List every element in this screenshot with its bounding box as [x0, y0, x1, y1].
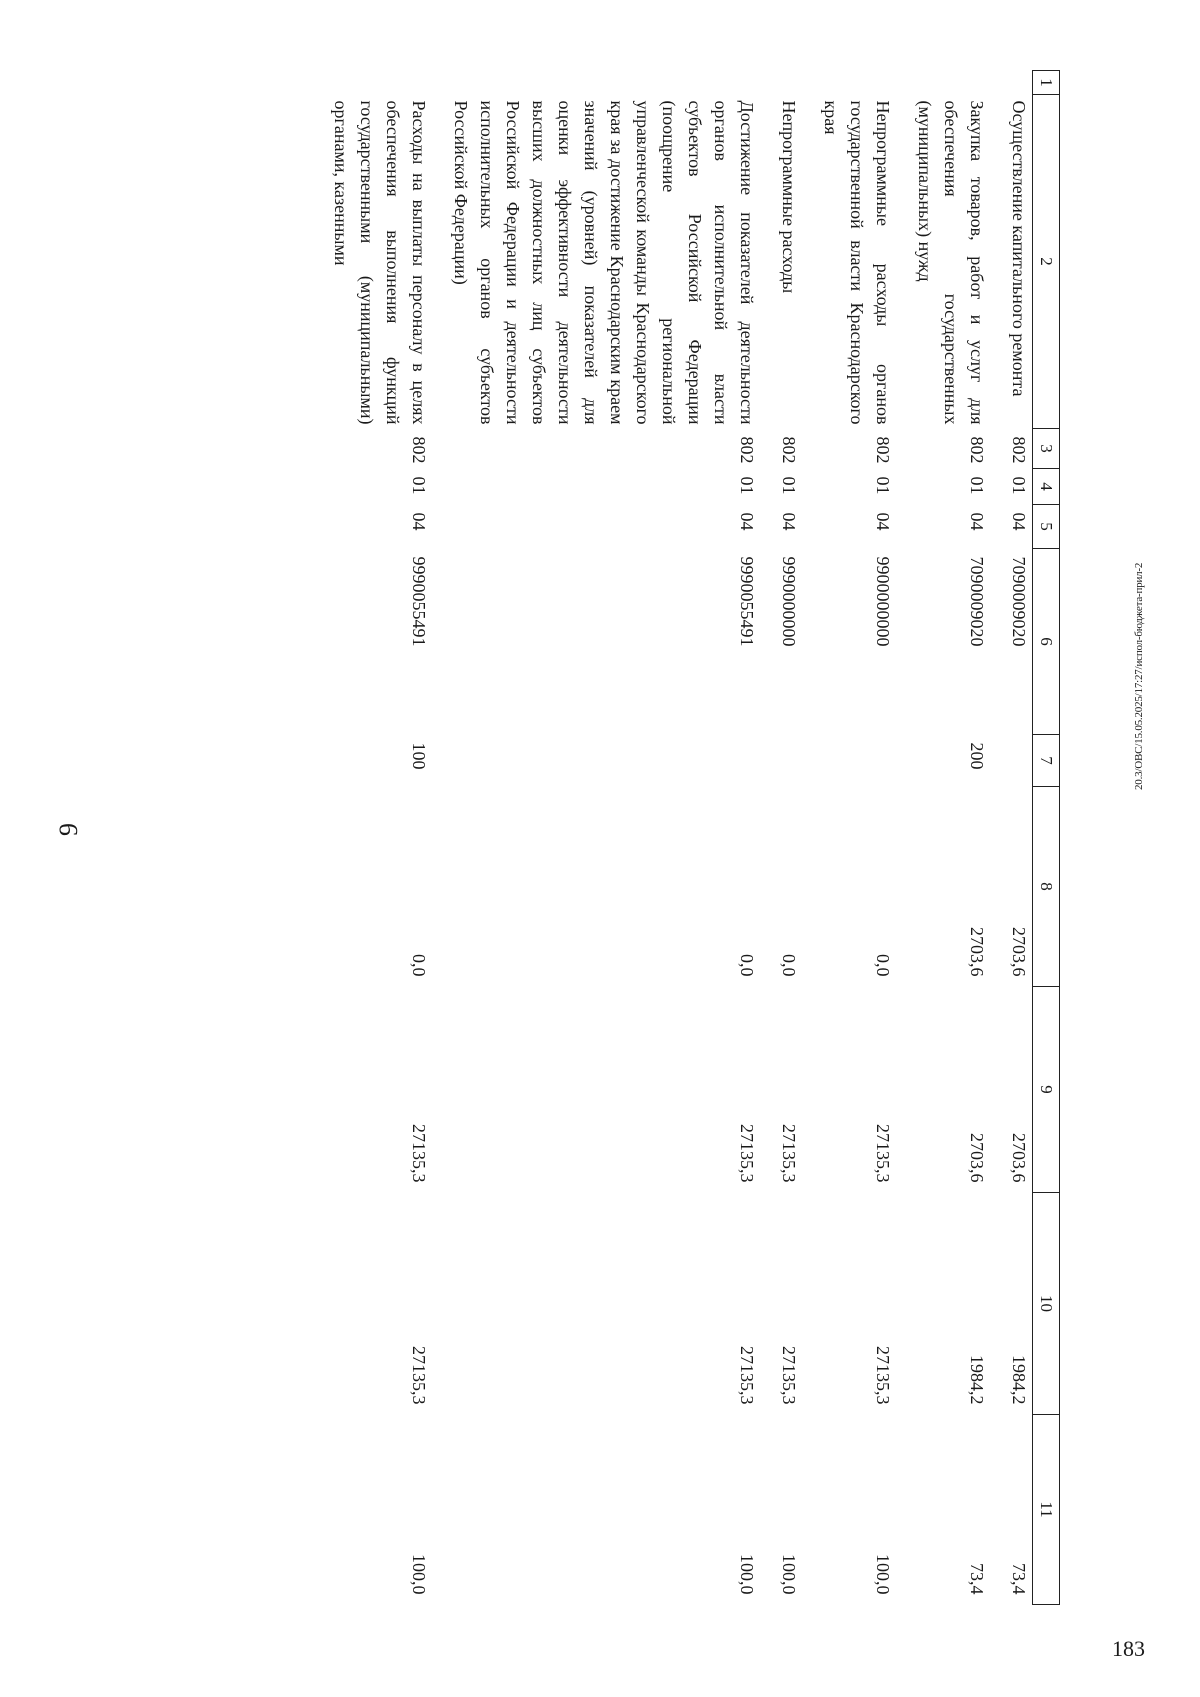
sheet-number: 183	[1112, 1636, 1145, 1661]
cell-col11: 73,4	[967, 1563, 987, 1595]
cell-expense-type: 100	[409, 742, 429, 770]
cell-ministry: 802	[967, 436, 987, 464]
cell-section: 01	[409, 476, 429, 495]
row-name: Расходы на выплаты персоналу в целях обеспечения выполнения функций государственными (муниципальными) органами, казенными	[331, 100, 429, 425]
cell-target: 7090009020	[967, 556, 987, 647]
cell-section: 01	[873, 476, 893, 495]
cell-ministry: 802	[1009, 436, 1029, 464]
cell-expense-type	[990, 735, 1033, 787]
header-col-5: 5	[1033, 505, 1060, 549]
table-row	[432, 71, 760, 1605]
cell-ministry: 802	[737, 436, 757, 464]
cell-section: 01	[967, 476, 987, 495]
cell-section: 01	[1009, 476, 1029, 495]
row-number-cell	[760, 71, 802, 95]
header-row	[1033, 71, 1060, 1605]
row-name: Закупка товаров, работ и услуг для обеспечения государственных (муниципальных) нужд	[915, 100, 987, 425]
document-code: 20.3/ОВС/15.05.2025/17:27/испол-бюджета-прил-2	[1133, 562, 1145, 790]
cell-target: 7090009020	[1009, 556, 1029, 647]
cell-col10: 27135,3	[779, 1346, 799, 1405]
table-row	[802, 71, 896, 1605]
cell-section: 01	[779, 476, 799, 495]
cell-col11: 100,0	[409, 1554, 429, 1595]
budget-table	[312, 70, 1060, 1604]
cell-subsection: 04	[1009, 512, 1029, 531]
table-row	[896, 71, 990, 1605]
cell-col8: 2703,6	[967, 927, 987, 977]
cell-subsection: 04	[873, 512, 893, 531]
header-col-10: 10	[1033, 1193, 1060, 1415]
cell-subsection: 04	[779, 512, 799, 531]
header-col-2: 2	[1033, 95, 1060, 429]
cell-col11: 73,4	[1009, 1563, 1029, 1595]
cell-col10: 27135,3	[873, 1346, 893, 1405]
cell-section: 01	[737, 476, 757, 495]
cell-subsection: 04	[967, 512, 987, 531]
cell-subsection: 04	[409, 512, 429, 531]
cell-col11: 100,0	[873, 1554, 893, 1595]
cell-col9: 2703,6	[967, 1133, 987, 1183]
row-number-cell	[432, 71, 760, 95]
cell-target: 9900000000	[873, 556, 893, 647]
cell-col9: 27135,3	[873, 1124, 893, 1183]
cell-expense-type	[760, 735, 802, 787]
cell-expense-type: 200	[967, 742, 987, 770]
header-col-11: 11	[1033, 1415, 1060, 1605]
row-number-cell	[312, 71, 432, 95]
cell-col8: 0,0	[779, 954, 799, 977]
cell-col8: 0,0	[409, 954, 429, 977]
cell-target: 9990000000	[779, 556, 799, 647]
cell-target: 9990055491	[409, 556, 429, 647]
cell-ministry: 802	[409, 436, 429, 464]
cell-col8: 2703,6	[1009, 927, 1029, 977]
cell-col10: 27135,3	[737, 1346, 757, 1405]
cell-col11: 100,0	[737, 1554, 757, 1595]
cell-col9: 2703,6	[1009, 1133, 1029, 1183]
cell-col9: 27135,3	[409, 1124, 429, 1183]
cell-col9: 27135,3	[779, 1124, 799, 1183]
cell-subsection: 04	[737, 512, 757, 531]
cell-ministry: 802	[779, 436, 799, 464]
header-col-9: 9	[1033, 987, 1060, 1193]
cell-col8: 0,0	[873, 954, 893, 977]
row-name: Достижение показателей деятельности органов исполнительной власти субъектов Российской Федерации (поощрение региональной управленческой команды Краснодарского края за достижение Краснодарским краем значений (уровней) показателей для оценки эффективности деятельности высших должностных лиц субъектов Российской Федерации и деятельности исполнительных органов субъектов Российской Федерации)	[451, 100, 757, 425]
cell-col9: 27135,3	[737, 1124, 757, 1183]
cell-ministry: 802	[873, 436, 893, 464]
row-number-cell	[802, 71, 896, 95]
table-row	[312, 71, 432, 1605]
cell-col10: 1984,2	[1009, 1355, 1029, 1405]
header-col-1: 1	[1033, 71, 1060, 95]
header-col-8: 8	[1033, 787, 1060, 987]
header-col-7: 7	[1033, 735, 1060, 787]
cell-col8: 0,0	[737, 954, 757, 977]
table-row	[990, 71, 1033, 1605]
row-name: Непрограммные расходы органов государственной власти Краснодарского края	[821, 100, 893, 425]
header-col-6: 6	[1033, 549, 1060, 735]
cell-col11: 100,0	[779, 1554, 799, 1595]
row-number-cell	[896, 71, 990, 95]
row-name: Осуществление капитального ремонта	[1009, 100, 1029, 397]
page-number: 9	[54, 823, 83, 836]
cell-col10: 27135,3	[409, 1346, 429, 1405]
cell-target: 9990055491	[737, 556, 757, 647]
cell-expense-type	[802, 735, 896, 787]
row-name: Непрограммные расходы	[779, 100, 799, 294]
cell-expense-type	[432, 735, 760, 787]
cell-col10: 1984,2	[967, 1355, 987, 1405]
row-number-cell	[990, 71, 1033, 95]
header-col-3: 3	[1033, 429, 1060, 469]
header-col-4: 4	[1033, 469, 1060, 505]
table-row	[760, 71, 802, 1605]
